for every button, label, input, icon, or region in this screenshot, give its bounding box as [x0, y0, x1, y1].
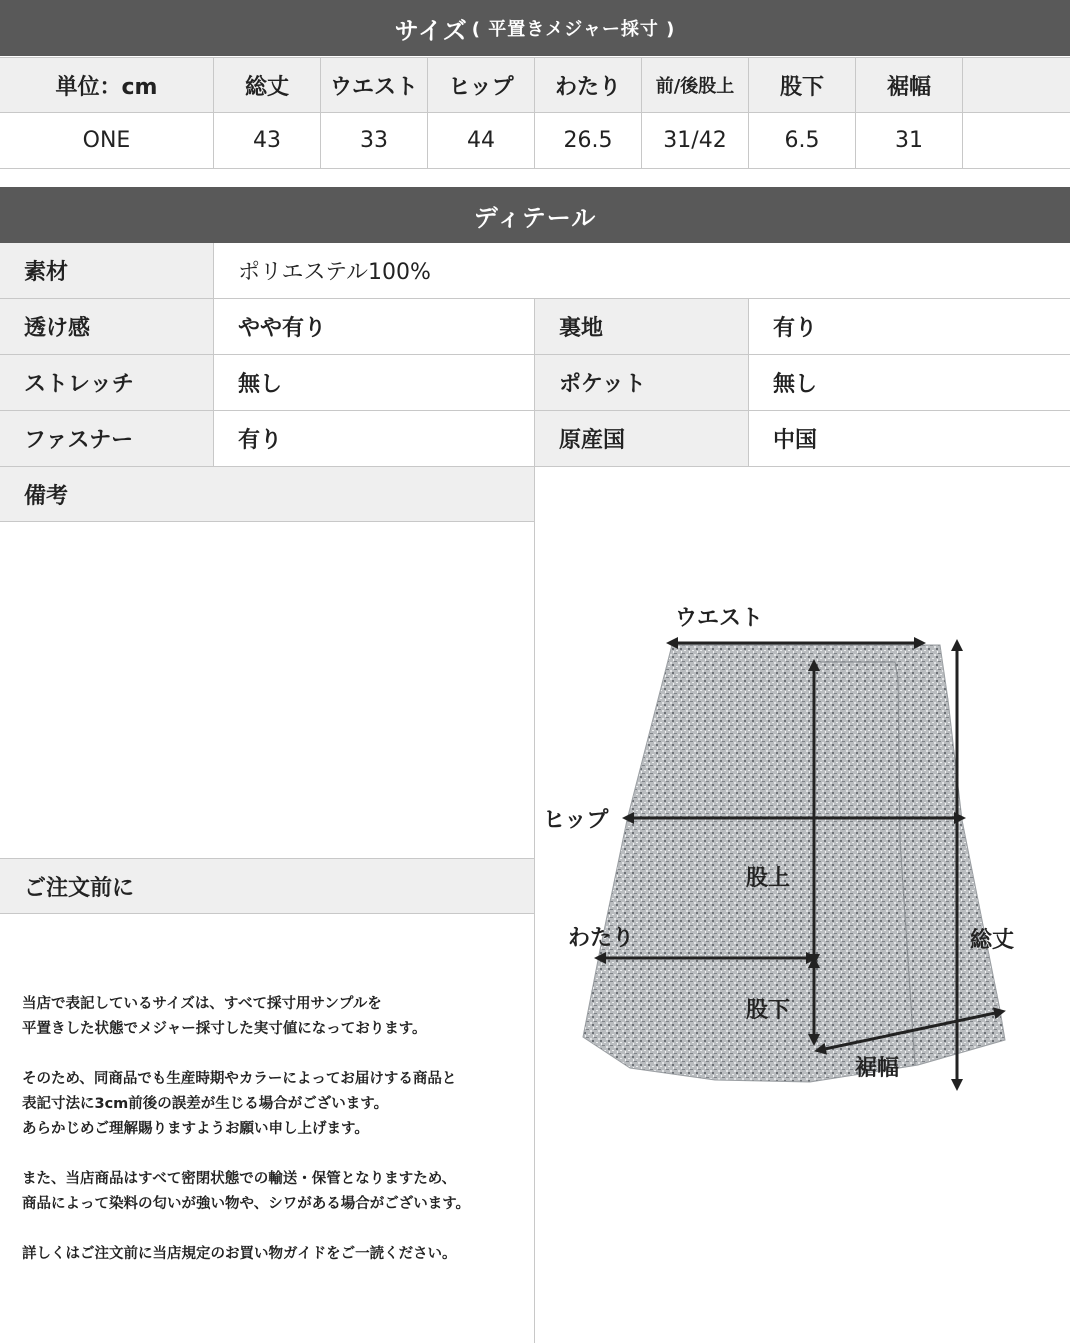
value-hem: 31 [856, 113, 963, 168]
length-label: 総丈 [970, 928, 1015, 953]
notice-line: 表記寸法に3cm前後の誤差が生じる場合がございます。 [22, 1096, 389, 1112]
size-header-row [0, 57, 1070, 113]
header-waist: ウエスト [321, 58, 428, 112]
lining-value: 有り [773, 316, 818, 341]
value-inseam: 6.5 [749, 113, 856, 168]
header-thigh: わたり [535, 58, 642, 112]
size-value-row [0, 113, 1070, 169]
header-unit: 単位：cm [0, 58, 214, 112]
value-waist: 33 [321, 113, 428, 168]
value-size: ONE [0, 113, 214, 168]
detail-row-sheer [0, 299, 1070, 355]
notice-line: そのため、同商品でも生産時期やカラーによってお届けする商品と [22, 1071, 457, 1087]
notice-line: 平置きした状態でメジャー採寸した実寸値になっております。 [22, 1021, 427, 1037]
thigh-label: わたり [568, 926, 635, 951]
order-notice-label: ご注文前に [0, 858, 535, 914]
hem-label: 裾幅 [855, 1056, 900, 1081]
detail-title: ディテール [473, 203, 597, 232]
pocket-label: ポケット [535, 355, 749, 410]
origin-label: 原産国 [535, 411, 749, 466]
notice-paragraph-2 [22, 1067, 522, 1142]
remarks-label: 備考 [0, 466, 535, 522]
notice-line: あらかじめご理解賜りますようお願い申し上げます。 [22, 1121, 369, 1137]
header-empty [963, 58, 1070, 112]
value-empty [963, 113, 1070, 168]
material-label: 素材 [0, 243, 214, 298]
header-rise: 前/後股上 [642, 58, 749, 112]
skirt-measurement-diagram [535, 467, 1070, 1343]
fastener-label: ファスナー [0, 411, 214, 466]
header-inseam: 股下 [749, 58, 856, 112]
pocket-value: 無し [773, 372, 818, 397]
notice-paragraph-4 [22, 1242, 522, 1267]
stretch-value: 無し [214, 355, 535, 410]
rise-label: 股上 [746, 866, 791, 891]
sheer-value: やや有り [214, 299, 535, 354]
waist-label: ウエスト [675, 606, 764, 631]
detail-section-header [0, 187, 1070, 243]
header-hip: ヒップ [428, 58, 535, 112]
notice-line: また、当店商品はすべて密閉状態での輸送・保管となりますため、 [22, 1171, 457, 1187]
lining-label: 裏地 [535, 299, 749, 354]
order-notice-text [22, 992, 522, 1292]
skirt-shape [583, 645, 1005, 1082]
value-hip: 44 [428, 113, 535, 168]
value-length: 43 [214, 113, 321, 168]
detail-material-row [0, 243, 1070, 299]
fastener-value: 有り [214, 411, 535, 466]
notice-paragraph-3 [22, 1167, 522, 1217]
detail-row-stretch [0, 355, 1070, 411]
value-rise: 31/42 [642, 113, 749, 168]
header-hem: 裾幅 [856, 58, 963, 112]
detail-row-fastener [0, 411, 1070, 467]
notice-line: 詳しくはご注文前に当店規定のお買い物ガイドをご一読ください。 [22, 1246, 457, 1262]
material-value: ポリエステル100% [238, 260, 431, 285]
value-thigh: 26.5 [535, 113, 642, 168]
size-section-header [0, 0, 1070, 56]
origin-value: 中国 [773, 428, 818, 453]
size-title: サイズ [394, 16, 468, 45]
hip-label: ヒップ [543, 808, 609, 833]
notice-line: 当店で表記しているサイズは、すべて採寸用サンプルを [22, 996, 382, 1012]
size-subtitle: ( 平置きメジャー採寸 ) [471, 19, 676, 40]
sheer-label: 透け感 [0, 299, 214, 354]
stretch-label: ストレッチ [0, 355, 214, 410]
inseam-label: 股下 [746, 998, 791, 1023]
notice-line: 商品によって染料の匂いが強い物や、シワがある場合がございます。 [22, 1196, 471, 1212]
notice-paragraph-1 [22, 992, 522, 1042]
header-length: 総丈 [214, 58, 321, 112]
